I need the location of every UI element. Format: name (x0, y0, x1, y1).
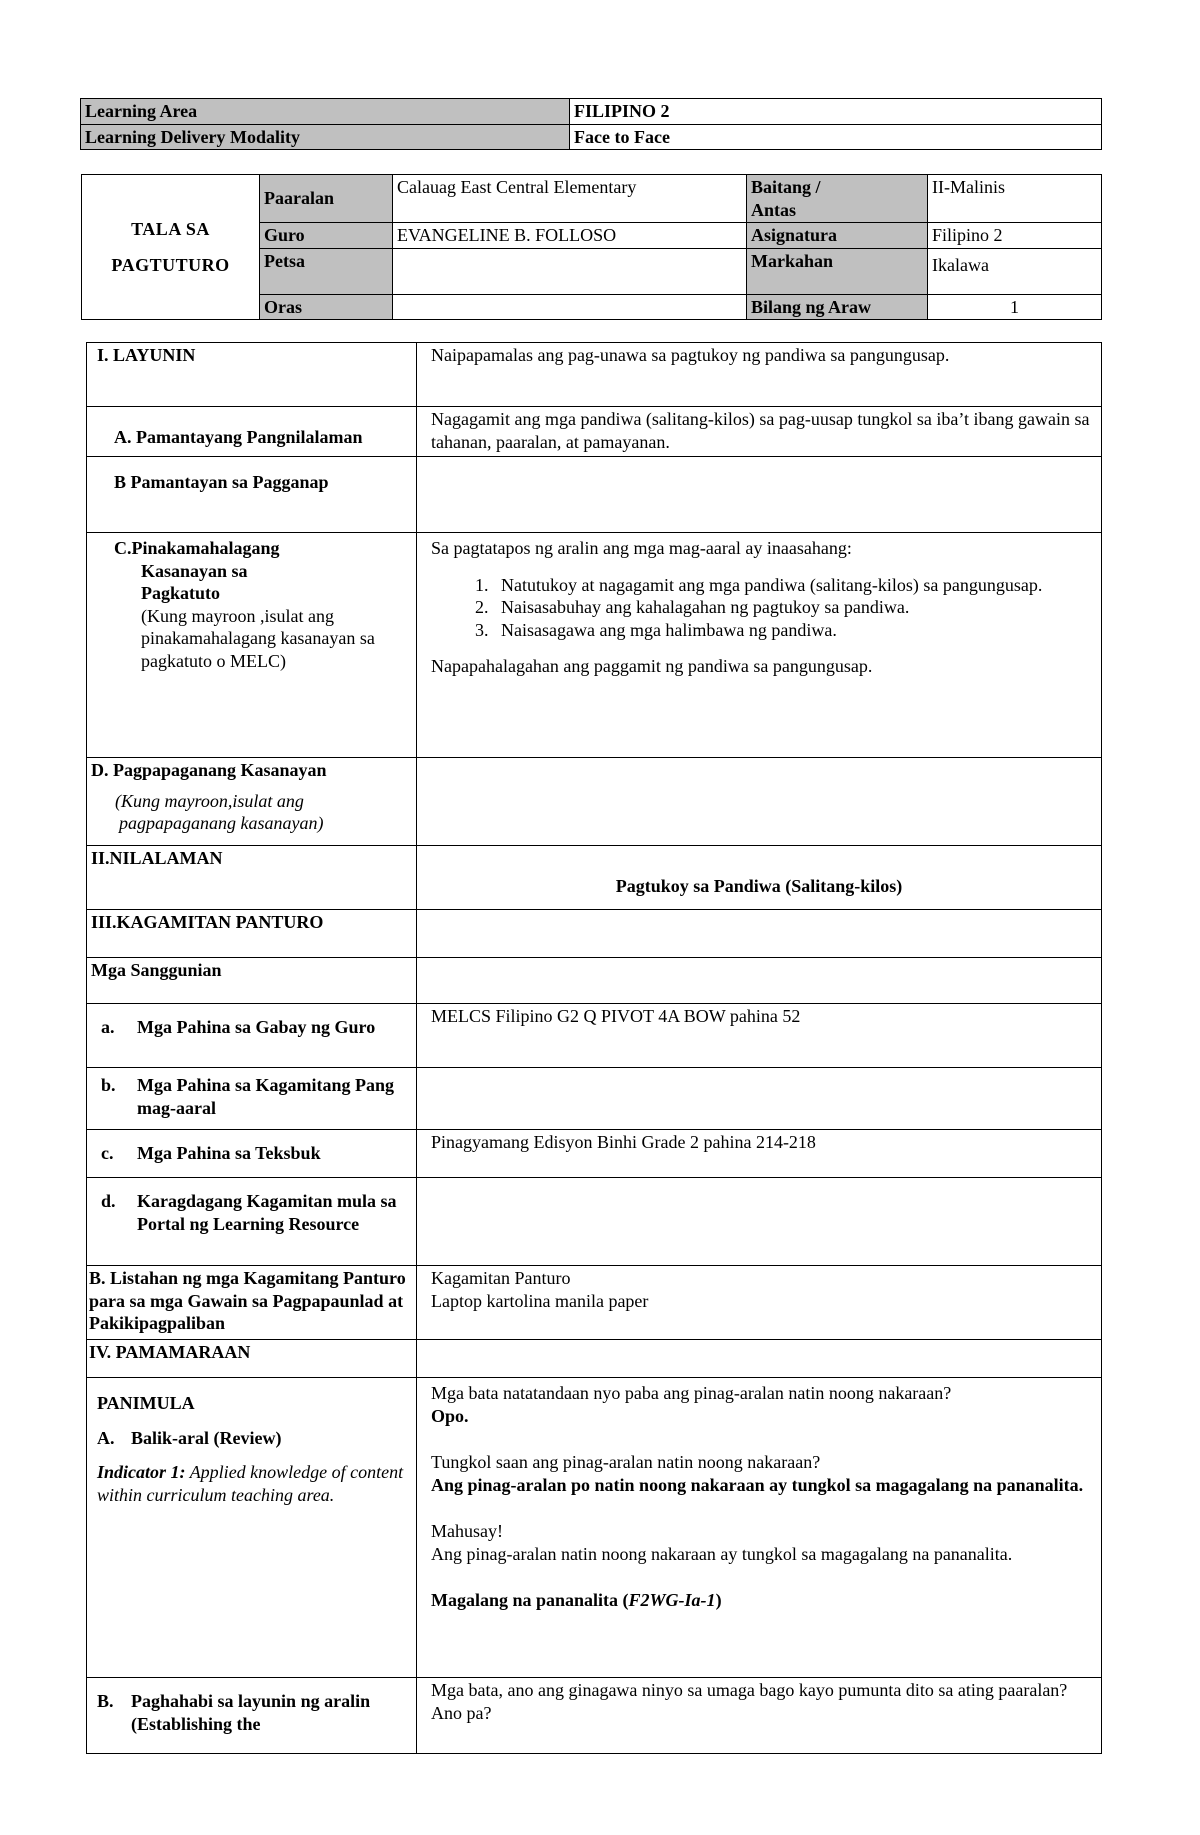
paaralan-value: Calauag East Central Elementary (393, 175, 747, 223)
kagamitan-value (417, 910, 1102, 958)
kagamitang-num: b. (101, 1075, 116, 1095)
gabay-value: MELCS Filipino G2 Q PIVOT 4A BOW pahina 52 (417, 1004, 1102, 1068)
gabay-text: Mga Pahina sa Gabay ng Guro (137, 1017, 376, 1037)
learning-area-value: FILIPINO 2 (570, 99, 1102, 125)
asignatura-label: Asignatura (747, 223, 928, 249)
kagamitang-value (417, 1068, 1102, 1130)
melc-label-2: Kasanayan sa (141, 560, 248, 581)
melc-label-1: C.Pinakamahalagang (114, 538, 280, 558)
layunin-label: I. LAYUNIN (87, 343, 417, 407)
karagdagan-num: d. (101, 1191, 116, 1211)
melc-value (417, 533, 1102, 758)
markahan-value: Ikalawa (928, 248, 1102, 294)
balik-q3: Mahusay! (431, 1521, 503, 1541)
paghahabi-q1: Mga bata, ano ang ginagawa ninyo sa umaga bago kayo pumunta dito sa ating paaralan? (431, 1680, 1068, 1700)
pagpapaganang-value (417, 758, 1102, 846)
learning-area-label: Learning Area (81, 99, 570, 125)
balik-num: A. (97, 1427, 115, 1448)
petsa-value (393, 248, 747, 294)
asignatura-value: Filipino 2 (928, 223, 1102, 249)
listahan-label: B. Listahan ng mga Kagamitang Panturo para sa mga Gawain sa Pagpapaunlad at Pakikipagpaliban (87, 1266, 417, 1340)
guro-value: EVANGELINE B. FOLLOSO (393, 223, 747, 249)
paghahabi-value (417, 1678, 1102, 1754)
petsa-label: Petsa (260, 248, 393, 294)
pagpapaganang-note-1: (Kung mayroon,isulat ang (115, 790, 304, 811)
nilalaman-value: Pagtukoy sa Pandiwa (Salitang-kilos) (417, 846, 1102, 910)
balik-a3-text: Magalang na pananalita ( (431, 1590, 629, 1610)
teksbuk-value: Pinagyamang Edisyon Binhi Grade 2 pahina 214-218 (417, 1130, 1102, 1178)
melc-item: 3. Naisasagawa ang mga halimbawa ng pandiwa. (493, 619, 1097, 642)
listahan-value-2: Laptop kartolina manila paper (431, 1290, 649, 1311)
sanggunian-value (417, 958, 1102, 1004)
kagamitang-label (87, 1068, 417, 1130)
balik-a3-end: ) (715, 1590, 722, 1610)
gabay-label (87, 1004, 417, 1068)
teksbuk-text: Mga Pahina sa Teksbuk (137, 1143, 321, 1163)
baitang-label (747, 175, 928, 223)
kagamitang-text: Mga Pahina sa Kagamitang Pang mag-aaral (137, 1075, 395, 1118)
karagdagan-text: Karagdagang Kagamitan mula sa Portal ng Learning Resource (137, 1191, 397, 1234)
title-line-2: PAGTUTURO (111, 255, 230, 275)
balik-a3 (431, 1589, 1097, 1612)
karagdagan-label (87, 1178, 417, 1266)
layunin-value: Naipapamalas ang pag-unawa sa pagtukoy ng pandiwa sa pangungusap. (417, 343, 1102, 407)
markahan-label: Markahan (747, 248, 928, 294)
pamantayang-value: Nagagamit ang mga pandiwa (salitang-kilos) sa pag-uusap tungkol sa iba’t ibang gawain sa tahanan, paaralan, at pamayanan. (417, 407, 1102, 457)
bilang-value: 1 (928, 294, 1102, 320)
balik-aral-value (417, 1378, 1102, 1678)
pamantayang-label: A. Pamantayang Pangnilalaman (87, 407, 417, 457)
guro-label: Guro (260, 223, 393, 249)
paaralan-label: Paaralan (260, 175, 393, 223)
lesson-plan-table (86, 342, 1102, 1754)
listahan-value (417, 1266, 1102, 1340)
paghahabi-num: B. (97, 1691, 114, 1711)
kagamitan-label: III.KAGAMITAN PANTURO (87, 910, 417, 958)
melc-label (87, 533, 417, 758)
pamamaraan-label: IV. PAMAMARAAN (87, 1340, 417, 1378)
teksbuk-label (87, 1130, 417, 1178)
balik-q1: Mga bata natatandaan nyo paba ang pinag-aralan natin noong nakaraan? (431, 1383, 952, 1403)
balik-text: Balik-aral (Review) (131, 1427, 282, 1448)
oras-label: Oras (260, 294, 393, 320)
balik-q2: Tungkol saan ang pinag-aralan natin noong nakaraan? (431, 1452, 821, 1472)
listahan-value-1: Kagamitan Panturo (431, 1268, 571, 1288)
balik-a1: Opo. (431, 1405, 469, 1426)
paghahabi-text: Paghahabi sa layunin ng aralin (Establishing the (131, 1691, 371, 1734)
melc-list (431, 574, 1097, 642)
bilang-label: Bilang ng Araw (747, 294, 928, 320)
pamamaraan-value (417, 1340, 1102, 1378)
melc-label-3: Pagkatuto (141, 583, 221, 603)
baitang-label-1: Baitang / (751, 177, 821, 197)
panimula-title: PANIMULA (97, 1393, 195, 1413)
pagpapaganang-label (87, 758, 417, 846)
paghahabi-label (87, 1678, 417, 1754)
paghahabi-q2: Ano pa? (431, 1702, 492, 1723)
pagganap-label: B Pamantayan sa Pagganap (87, 457, 417, 533)
indicator-text: Applied knowledge of content within curriculum teaching area. (97, 1462, 404, 1505)
balik-a2: Ang pinag-aralan po natin noong nakaraan ay tungkol sa magagalang na pananalita. (431, 1474, 1084, 1495)
tala-sa-pagtuturo-title (82, 175, 260, 320)
info-table (81, 174, 1102, 320)
gabay-num: a. (101, 1017, 115, 1037)
melc-note: (Kung mayroon ,isulat ang pinakamahalagang kasanayan sa pagkatuto o MELC) (141, 605, 375, 671)
karagdagan-value (417, 1178, 1102, 1266)
baitang-value: II-Malinis (928, 175, 1102, 223)
sanggunian-label: Mga Sanggunian (87, 958, 417, 1004)
teksbuk-num: c. (101, 1143, 114, 1163)
indicator (97, 1461, 412, 1506)
indicator-title: Indicator 1: (97, 1462, 186, 1482)
balik-a3-code: F2WG-Ia-1 (628, 1590, 716, 1610)
nilalaman-label: II.NILALAMAN (87, 846, 417, 910)
balik-aral-label (87, 1378, 417, 1678)
learning-area-table (80, 98, 1102, 150)
modality-value: Face to Face (570, 124, 1102, 150)
modality-label: Learning Delivery Modality (81, 124, 570, 150)
melc-item: 1. Natutukoy at nagagamit ang mga pandiwa (salitang-kilos) sa pangungusap. (493, 574, 1097, 597)
melc-intro: Sa pagtatapos ng aralin ang mga mag-aaral ay inaasahang: (431, 538, 852, 558)
pagganap-value (417, 457, 1102, 533)
pagpapaganang-title: D. Pagpapaganang Kasanayan (91, 760, 327, 780)
melc-outro: Napapahalagahan ang paggamit ng pandiwa sa pangungusap. (431, 656, 873, 676)
baitang-label-2: Antas (751, 199, 797, 220)
oras-value (393, 294, 747, 320)
title-line-1: TALA SA (131, 219, 210, 239)
pagpapaganang-note-2: pagpapaganang kasanayan) (119, 813, 324, 833)
balik-q4: Ang pinag-aralan natin noong nakaraan ay tungkol sa magagalang na pananalita. (431, 1543, 1013, 1564)
melc-item: 2. Naisasabuhay ang kahalagahan ng pagtukoy sa pandiwa. (493, 596, 1097, 619)
